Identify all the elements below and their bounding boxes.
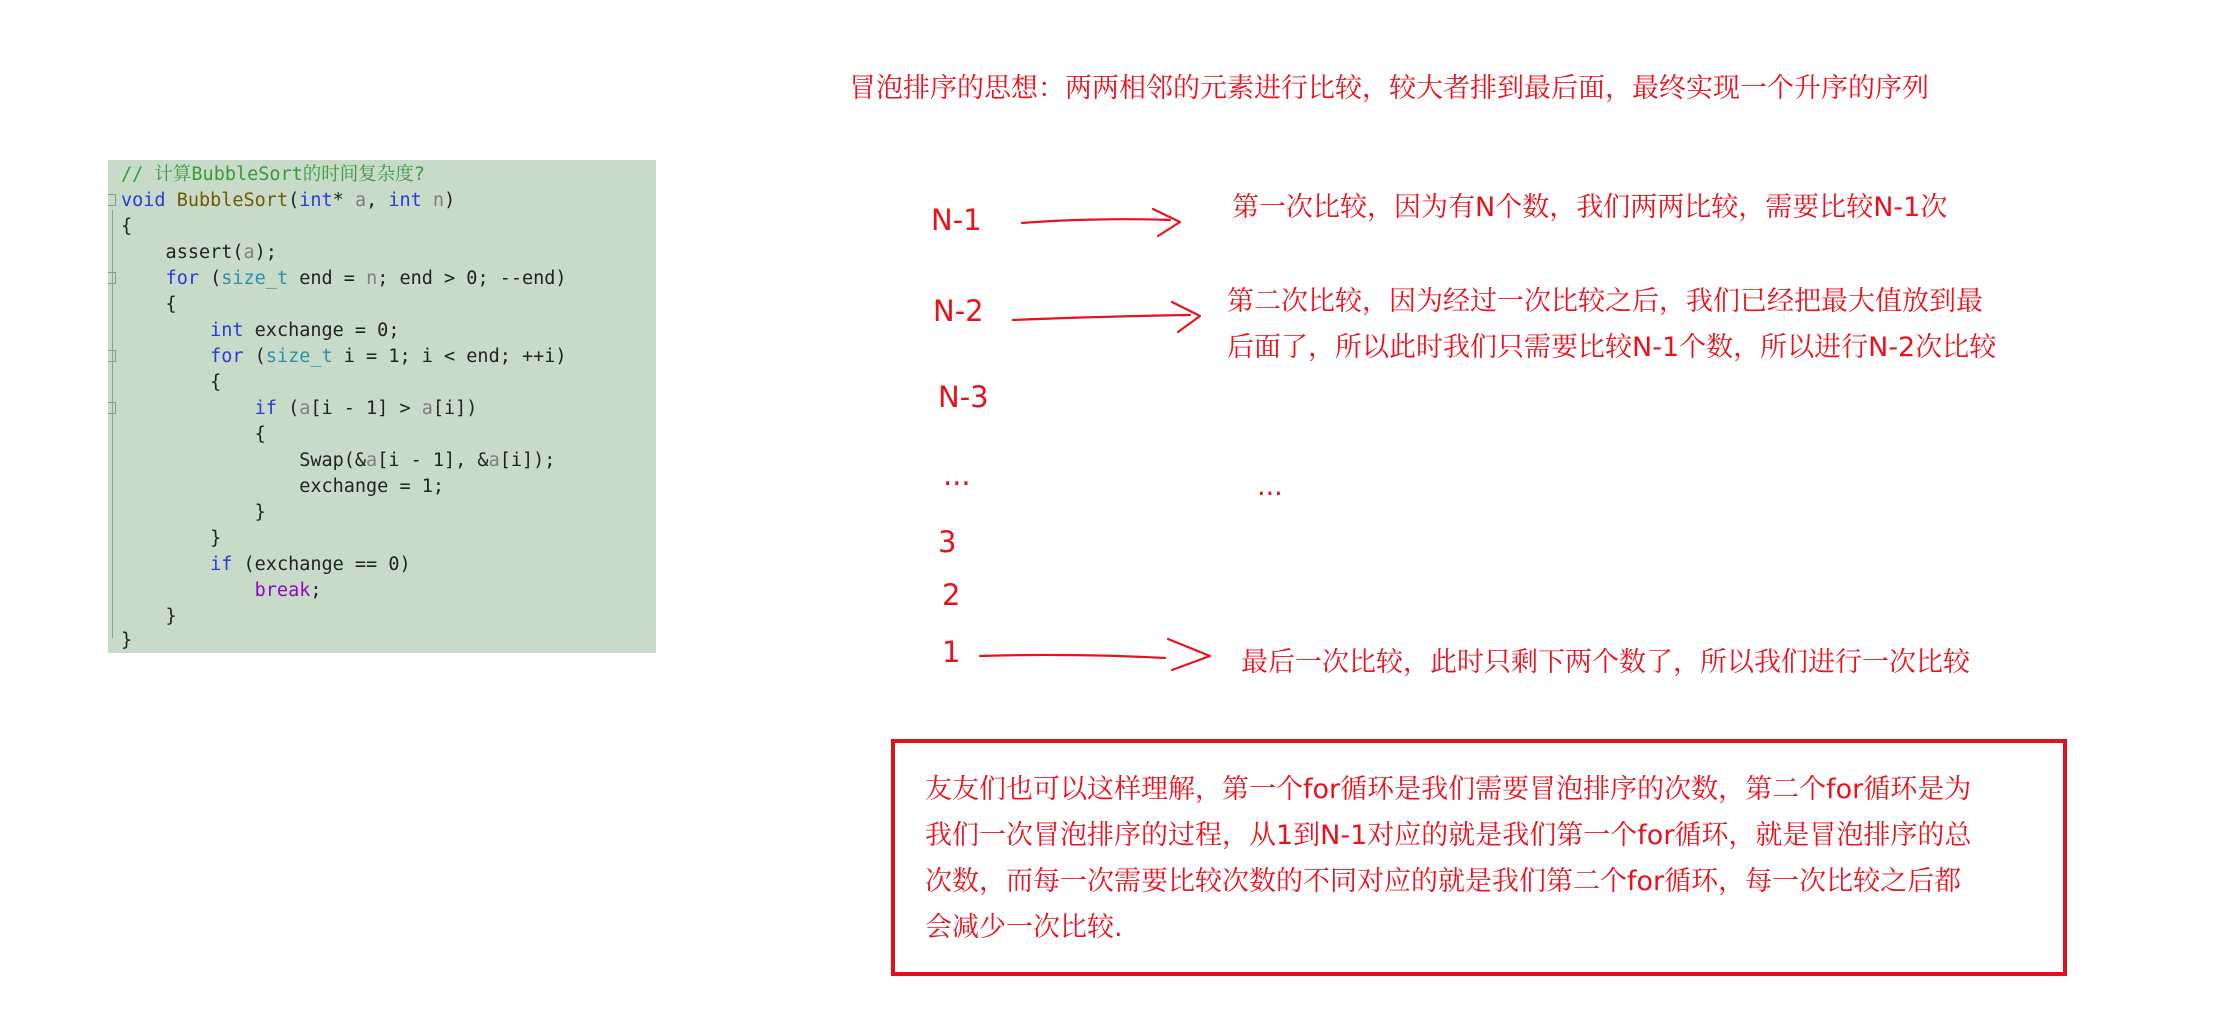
- code-line: {: [121, 424, 266, 445]
- fold-marker-icon: [108, 194, 116, 206]
- code-line: if (a[i - 1] > a[i]): [108, 396, 153, 422]
- arrow-head-n-2: [1172, 302, 1200, 332]
- step-label-n-2: N-2: [933, 294, 984, 328]
- code-line: {: [121, 294, 177, 315]
- page-heading: 冒泡排序的思想：两两相邻的元素进行比较，较大者排到最后面，最终实现一个升序的序列: [849, 73, 1929, 104]
- step-desc-ellipsis: ...: [1257, 471, 1283, 502]
- step-desc-n-2-line2: 后面了，所以此时我们只需要比较N-1个数，所以进行N-2次比较: [1227, 332, 1997, 363]
- code-line: int exchange = 0;: [210, 320, 400, 341]
- step-label-2: 2: [942, 578, 961, 612]
- code-line: for (size_t i = 1; i < end; ++i): [108, 344, 153, 370]
- fold-marker-icon: [108, 350, 116, 362]
- summary-box: [891, 739, 2067, 976]
- code-line: exchange = 1;: [121, 476, 445, 497]
- code-comment-line: [108, 162, 425, 188]
- arrow-n-2: [1013, 315, 1190, 320]
- code-line: }: [121, 606, 177, 627]
- step-desc-n-1: 第一次比较，因为有N个数，我们两两比较，需要比较N-1次: [1232, 192, 1948, 223]
- code-line: }: [121, 630, 133, 651]
- fold-marker-icon: [108, 272, 116, 284]
- code-line: {: [121, 372, 222, 393]
- step-label-n-1: N-1: [931, 203, 982, 237]
- step-desc-1: 最后一次比较，此时只剩下两个数了，所以我们进行一次比较: [1241, 647, 1970, 678]
- summary-line: 次数，而每一次需要比较次数的不同对应的就是我们第二个for循环，每一次比较之后都: [925, 866, 1962, 897]
- summary-line: 友友们也可以这样理解，第一个for循环是我们需要冒泡排序的次数，第二个for循环是为: [925, 774, 1972, 805]
- fold-marker-icon: [108, 402, 116, 414]
- code-line: break;: [254, 580, 322, 601]
- code-line: }: [121, 528, 222, 549]
- step-desc-n-2-line1: 第二次比较，因为经过一次比较之后，我们已经把最大值放到最: [1227, 286, 1983, 317]
- step-label-3: 3: [938, 525, 957, 559]
- arrow-head-n-1: [1153, 209, 1180, 236]
- arrow-head-1: [1168, 639, 1210, 670]
- step-label-1: 1: [942, 635, 961, 669]
- code-line: assert(a);: [121, 242, 277, 263]
- arrow-n-1: [1022, 219, 1170, 223]
- code-line: void BubbleSort(int* a, int n): [108, 188, 153, 214]
- code-line: {: [121, 216, 133, 237]
- summary-line: 我们一次冒泡排序的过程，从1到N-1对应的就是我们第一个for循环，就是冒泡排序的总: [925, 820, 1972, 851]
- code-line: for (size_t end = n; end > 0; --end): [108, 266, 153, 292]
- summary-line: 会减少一次比较.: [925, 912, 1123, 943]
- arrow-1: [980, 655, 1165, 658]
- step-label-ellipsis: ...: [943, 458, 971, 492]
- code-comment: // 计算BubbleSort的时间复杂度?: [121, 164, 425, 185]
- step-label-n-3: N-3: [938, 380, 989, 414]
- summary-text: [925, 767, 2041, 951]
- code-line: }: [121, 502, 266, 523]
- code-snippet-panel: [108, 160, 656, 653]
- code-line: if (exchange == 0): [210, 554, 411, 575]
- code-line: Swap(&a[i - 1], &a[i]);: [121, 450, 556, 471]
